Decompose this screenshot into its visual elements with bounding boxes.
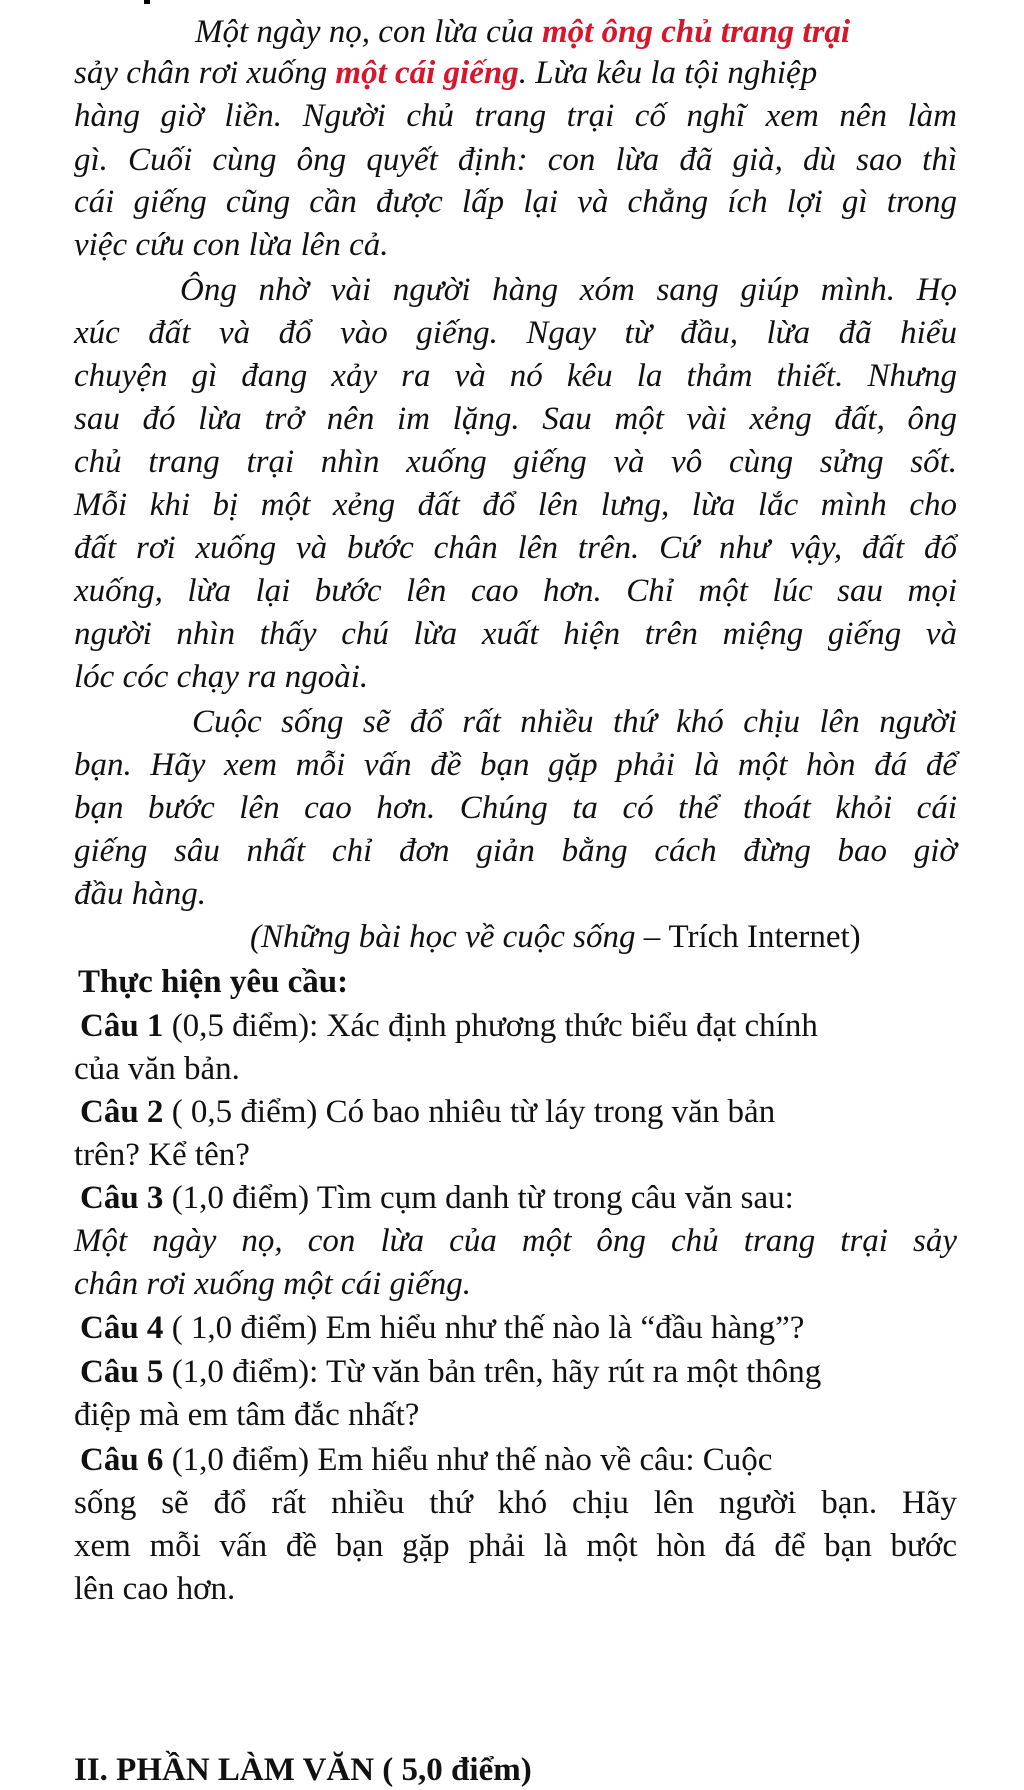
story-line: bạn bước lên cao hơn. Chúng ta có thể thoát khỏi cái xyxy=(74,790,957,826)
story-line: đầu hàng. xyxy=(74,876,206,912)
highlight-text: một ông chủ trang trại xyxy=(542,14,851,50)
story-line: Cuộc sống sẽ đổ rất nhiều thứ khó chịu lên người xyxy=(192,704,957,740)
source-plain: Trích Internet) xyxy=(668,919,861,955)
story-line: việc cứu con lừa lên cả. xyxy=(74,227,389,263)
question-label: Câu 4 xyxy=(80,1310,164,1346)
source-italic: (Những bài học về cuộc sống – xyxy=(250,919,669,955)
question-6-cont: lên cao hơn. xyxy=(74,1571,236,1607)
question-text: (0,5 điểm): Xác định phương thức biểu đạt chính xyxy=(163,1008,818,1044)
top-mark xyxy=(144,0,150,4)
tasks-heading: Thực hiện yêu cầu: xyxy=(78,964,349,1000)
story-line: sau đó lừa trở nên im lặng. Sau một vài xẻng đất, ông xyxy=(74,401,957,437)
text-span: sảy chân rơi xuống xyxy=(74,55,336,91)
text-span: Một ngày nọ, con lừa của xyxy=(195,14,543,50)
question-label: Câu 2 xyxy=(80,1094,164,1130)
story-line: bạn. Hãy xem mỗi vấn đề bạn gặp phải là một hòn đá để xyxy=(74,747,957,783)
question-text: ( 1,0 điểm) Em hiểu như thế nào là “đầu hàng”? xyxy=(163,1310,805,1346)
question-3 xyxy=(80,1178,794,1218)
story-line xyxy=(195,12,850,52)
question-label: Câu 5 xyxy=(80,1354,164,1390)
question-1-cont: của văn bản. xyxy=(74,1051,240,1087)
question-2 xyxy=(80,1092,775,1132)
question-6-cont: xem mỗi vấn đề bạn gặp phải là một hòn đá để bạn bước xyxy=(74,1528,957,1564)
story-line: cái giếng cũng cần được lấp lại và chẳng ích lợi gì trong xyxy=(74,184,957,220)
story-line: chủ trang trại nhìn xuống giếng và vô cùng sửng sốt. xyxy=(74,444,957,480)
question-6-cont: sống sẽ đổ rất nhiều thứ khó chịu lên người bạn. Hãy xyxy=(74,1485,957,1521)
story-line: xúc đất và đổ vào giếng. Ngay từ đầu, lừa đã hiểu xyxy=(74,315,957,351)
story-line: lóc cóc chạy ra ngoài. xyxy=(74,659,369,695)
question-4 xyxy=(80,1308,804,1348)
story-line: đất rơi xuống và bước chân lên trên. Cứ như vậy, đất đổ xyxy=(74,530,957,566)
story-line xyxy=(74,53,817,93)
question-5 xyxy=(80,1352,821,1392)
story-line: Mỗi khi bị một xẻng đất đổ lên lưng, lừa lắc mình cho xyxy=(74,487,957,523)
story-line: gì. Cuối cùng ông quyết định: con lừa đã già, dù sao thì xyxy=(74,142,957,178)
question-label: Câu 6 xyxy=(80,1442,164,1478)
source-citation xyxy=(250,917,861,957)
story-line: Ông nhờ vài người hàng xóm sang giúp mình. Họ xyxy=(180,272,957,308)
story-line: chuyện gì đang xảy ra và nó kêu la thảm thiết. Nhưng xyxy=(74,358,957,394)
question-6 xyxy=(80,1440,772,1480)
story-line: giếng sâu nhất chỉ đơn giản bằng cách đừng bao giờ xyxy=(74,833,957,869)
question-text: (1,0 điểm): Từ văn bản trên, hãy rút ra một thông xyxy=(163,1354,822,1390)
question-2-cont: trên? Kể tên? xyxy=(74,1137,250,1173)
question-1 xyxy=(80,1006,818,1046)
question-text: ( 0,5 điểm) Có bao nhiêu từ láy trong văn bản xyxy=(163,1094,776,1130)
question-text: (1,0 điểm) Em hiểu như thế nào về câu: Cuộc xyxy=(163,1442,773,1478)
question-label: Câu 3 xyxy=(80,1180,164,1216)
text-span: . Lừa kêu la tội nghiệp xyxy=(518,55,818,91)
question-3-quote: Một ngày nọ, con lừa của một ông chủ trang trại sảy xyxy=(74,1223,957,1259)
story-line: người nhìn thấy chú lừa xuất hiện trên miệng giếng và xyxy=(74,616,957,652)
question-5-cont: điệp mà em tâm đắc nhất? xyxy=(74,1397,420,1433)
question-3-quote: chân rơi xuống một cái giếng. xyxy=(74,1266,472,1302)
question-label: Câu 1 xyxy=(80,1008,164,1044)
story-line: hàng giờ liền. Người chủ trang trại cố nghĩ xem nên làm xyxy=(74,98,957,134)
question-text: (1,0 điểm) Tìm cụm danh từ trong câu văn sau: xyxy=(163,1180,794,1216)
story-line: xuống, lừa lại bước lên cao hơn. Chỉ một lúc sau mọi xyxy=(74,573,957,609)
highlight-text: một cái giếng xyxy=(335,55,519,91)
next-section-heading: II. PHẦN LÀM VĂN ( 5,0 điểm) xyxy=(74,1752,532,1788)
